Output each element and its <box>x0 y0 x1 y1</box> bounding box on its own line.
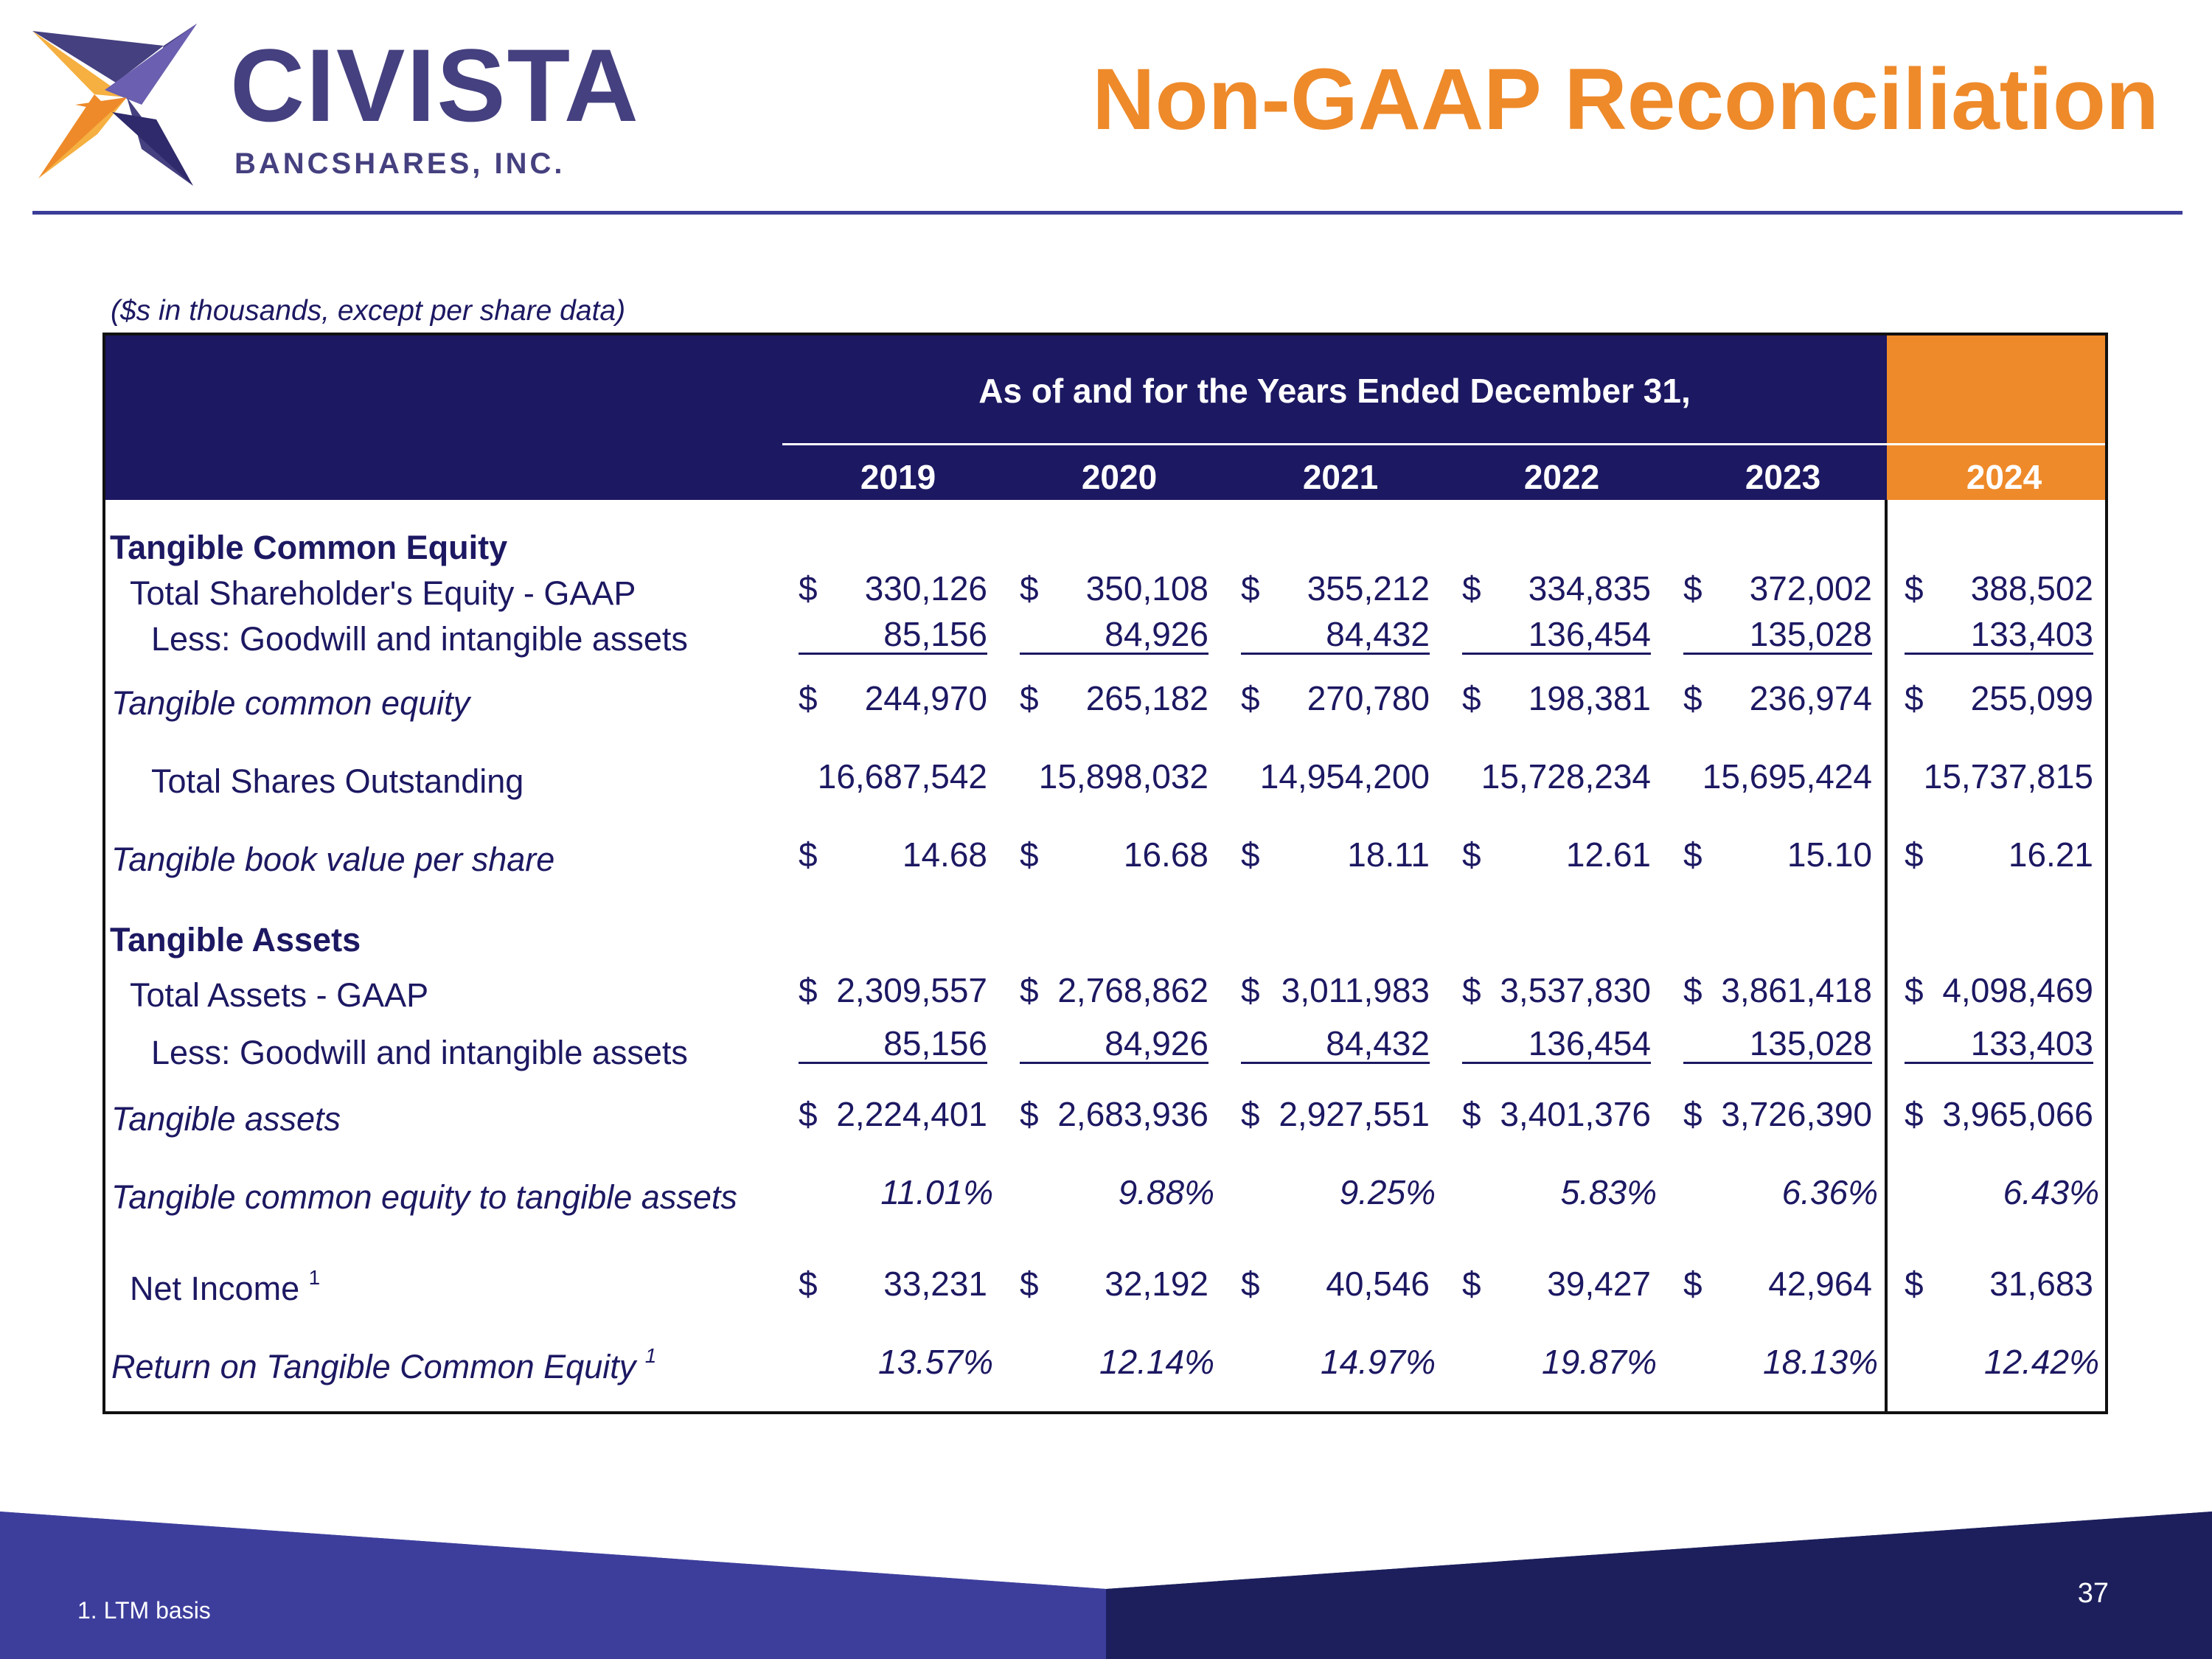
cell-value: 14.68 <box>902 835 987 874</box>
cell-value: 15,695,424 <box>1702 757 1872 796</box>
section-tangible-assets: Tangible Assets <box>110 921 361 959</box>
table-cell <box>1241 1025 1430 1064</box>
table-cell <box>1241 836 1430 873</box>
cell-value: 3,726,390 <box>1721 1095 1872 1133</box>
cell-value: 2,683,936 <box>1057 1095 1208 1133</box>
title-divider <box>32 211 2183 215</box>
table-cell <box>1020 616 1208 655</box>
cell-value: 5.83% <box>1560 1173 1657 1211</box>
cell-value: 85,156 <box>883 1024 987 1062</box>
cell-value: 12.61 <box>1565 835 1651 874</box>
cell-value: 270,780 <box>1307 679 1430 717</box>
table-cell <box>1020 1265 1208 1302</box>
year-header: 2024 <box>1966 458 2042 496</box>
cell-value: 15,898,032 <box>1038 757 1208 796</box>
table-cell <box>1241 1096 1430 1133</box>
cell-value: 2,768,862 <box>1057 971 1208 1009</box>
row-label-goodwill: Less: Goodwill and intangible assets <box>151 620 688 658</box>
table-cell <box>1905 1343 2099 1381</box>
currency-symbol: $ <box>1905 971 1924 1009</box>
cell-value: 2,309,557 <box>836 971 987 1009</box>
reconciliation-table <box>102 333 2108 1414</box>
cell-value: 16.21 <box>2008 835 2093 874</box>
currency-symbol: $ <box>1683 971 1703 1009</box>
units-note: ($s in thousands, except per share data) <box>111 295 626 327</box>
cell-value: 18.13% <box>1762 1343 1878 1381</box>
header-title: As of and for the Years Ended December 31, <box>978 372 1691 410</box>
header-rule <box>782 443 2105 445</box>
currency-symbol: $ <box>1683 679 1703 717</box>
cell-value: 4,098,469 <box>1942 971 2093 1009</box>
year-header: 2022 <box>1523 458 1600 496</box>
footnote: 1. LTM basis <box>77 1597 211 1624</box>
cell-value: 135,028 <box>1749 615 1872 653</box>
table-cell <box>1683 1173 1878 1211</box>
cell-value: 16.68 <box>1123 835 1208 874</box>
table-cell <box>1020 1096 1208 1133</box>
currency-symbol: $ <box>1020 1265 1039 1303</box>
table-cell <box>1683 1343 1878 1381</box>
footer-band <box>0 1512 2212 1659</box>
table-cell <box>1020 1025 1208 1064</box>
cell-value: 355,212 <box>1307 569 1430 608</box>
row-label-tce-ratio: Tangible common equity to tangible assets <box>111 1178 737 1216</box>
page-title: Non-GAAP Reconciliation <box>1092 51 2159 148</box>
table-cell <box>1241 570 1430 607</box>
cell-value: 265,182 <box>1085 679 1208 717</box>
cell-value: 3,965,066 <box>1942 1095 2093 1133</box>
currency-symbol: $ <box>1241 569 1260 608</box>
row-label-tangible-common-equity: Tangible common equity <box>111 684 470 722</box>
table-cell <box>1462 680 1651 717</box>
currency-symbol: $ <box>1020 971 1039 1009</box>
currency-symbol: $ <box>1683 569 1703 608</box>
table-cell <box>1462 1173 1657 1211</box>
currency-symbol: $ <box>1683 1265 1703 1303</box>
cell-value: 31,683 <box>1989 1265 2093 1303</box>
table-cell <box>1020 836 1208 873</box>
table-cell <box>1462 1343 1657 1381</box>
table-cell <box>1241 1343 1436 1381</box>
cell-value: 84,432 <box>1326 1024 1430 1062</box>
cell-value: 133,403 <box>1970 615 2093 653</box>
company-logo <box>31 24 640 187</box>
cell-value: 84,432 <box>1326 615 1430 653</box>
column-divider <box>1885 500 1888 1411</box>
table-cell <box>1683 1096 1872 1133</box>
cell-value: 3,861,418 <box>1721 971 1872 1009</box>
table-cell <box>1905 972 2093 1009</box>
cell-value: 19.87% <box>1541 1343 1657 1381</box>
cell-value: 32,192 <box>1105 1265 1208 1303</box>
currency-symbol: $ <box>1020 1095 1039 1133</box>
cell-value: 3,401,376 <box>1500 1095 1651 1133</box>
row-label-net-income <box>130 1266 321 1307</box>
table-cell <box>799 680 987 717</box>
table-cell <box>1683 1025 1872 1064</box>
cell-value: 14,954,200 <box>1259 757 1430 796</box>
currency-symbol: $ <box>1683 835 1703 874</box>
currency-symbol: $ <box>799 569 818 608</box>
table-cell <box>1020 972 1208 1009</box>
currency-symbol: $ <box>1462 569 1481 608</box>
currency-symbol: $ <box>1905 1095 1924 1133</box>
cell-value: 40,546 <box>1326 1265 1430 1303</box>
currency-symbol: $ <box>1905 835 1924 874</box>
footnote-marker: 1 <box>308 1266 321 1289</box>
logo-subtitle: BANCSHARES, INC. <box>234 147 566 180</box>
cell-value: 6.43% <box>2003 1173 2099 1211</box>
table-cell <box>1905 616 2093 655</box>
cell-value: 15.10 <box>1787 835 1872 874</box>
cell-value: 85,156 <box>883 615 987 653</box>
currency-symbol: $ <box>1241 679 1260 717</box>
year-header: 2020 <box>1081 458 1158 496</box>
star-logo-icon <box>31 24 201 187</box>
footnote-marker: 1 <box>644 1344 657 1367</box>
table-cell <box>799 836 987 873</box>
cell-value: 334,835 <box>1528 569 1651 608</box>
currency-symbol: $ <box>1241 1265 1260 1303</box>
table-cell <box>799 1025 987 1064</box>
table-cell <box>1241 616 1430 655</box>
currency-symbol: $ <box>1020 569 1039 608</box>
table-cell <box>1683 1265 1872 1302</box>
cell-value: 255,099 <box>1970 679 2093 717</box>
row-label-total-assets: Total Assets - GAAP <box>130 976 429 1014</box>
cell-value: 33,231 <box>883 1265 987 1303</box>
cell-value: 136,454 <box>1528 1024 1651 1062</box>
table-cell <box>1462 570 1651 607</box>
table-cell <box>1020 680 1208 717</box>
cell-value: 15,728,234 <box>1481 757 1651 796</box>
table-cell <box>1905 1025 2093 1064</box>
cell-value: 372,002 <box>1749 569 1872 608</box>
row-label-tbvps: Tangible book value per share <box>111 841 555 878</box>
table-cell <box>1462 616 1651 655</box>
currency-symbol: $ <box>1241 1095 1260 1133</box>
table-cell <box>799 1096 987 1133</box>
table-cell <box>1241 758 1430 795</box>
table-cell <box>799 616 987 655</box>
currency-symbol: $ <box>1462 1095 1481 1133</box>
currency-symbol: $ <box>1683 1095 1703 1133</box>
rotce-label-text: Return on Tangible Common Equity <box>111 1348 636 1385</box>
cell-value: 11.01% <box>880 1173 993 1211</box>
table-cell <box>1683 836 1872 873</box>
table-cell <box>1462 1096 1651 1133</box>
cell-value: 9.88% <box>1118 1173 1214 1211</box>
cell-value: 84,926 <box>1105 1024 1208 1062</box>
logo-name: CIVISTA <box>230 27 640 143</box>
section-tangible-common-equity: Tangible Common Equity <box>110 529 508 566</box>
row-label-total-equity: Total Shareholder's Equity - GAAP <box>130 574 636 612</box>
table-cell <box>799 1265 987 1302</box>
table-cell <box>799 758 987 795</box>
table-cell <box>1462 1265 1651 1302</box>
cell-value: 9.25% <box>1339 1173 1436 1211</box>
net-income-label-text: Net Income <box>130 1270 300 1307</box>
table-cell <box>1683 570 1872 607</box>
cell-value: 15,737,815 <box>1923 757 2093 796</box>
table-cell <box>1462 1025 1651 1064</box>
table-cell <box>1462 836 1651 873</box>
currency-symbol: $ <box>1462 971 1481 1009</box>
cell-value: 6.36% <box>1781 1173 1878 1211</box>
currency-symbol: $ <box>1020 679 1039 717</box>
table-cell <box>1905 758 2093 795</box>
currency-symbol: $ <box>1905 1265 1924 1303</box>
table-cell <box>1241 1173 1436 1211</box>
page-number: 37 <box>2077 1578 2109 1609</box>
table-cell <box>1020 570 1208 607</box>
table-cell <box>799 972 987 1009</box>
year-header: 2019 <box>860 458 936 496</box>
currency-symbol: $ <box>1462 679 1481 717</box>
cell-value: 330,126 <box>864 569 987 608</box>
table-cell <box>1683 680 1872 717</box>
cell-value: 3,011,983 <box>1281 971 1430 1009</box>
row-label-tangible-assets: Tangible assets <box>111 1100 341 1138</box>
currency-symbol: $ <box>799 1265 818 1303</box>
cell-value: 42,964 <box>1768 1265 1872 1303</box>
table-cell <box>1683 616 1872 655</box>
row-label-rotce <box>111 1344 657 1385</box>
table-cell <box>799 570 987 607</box>
table-cell <box>1905 1265 2093 1302</box>
currency-symbol: $ <box>1020 835 1039 874</box>
cell-value: 18.11 <box>1347 835 1430 874</box>
currency-symbol: $ <box>799 835 818 874</box>
cell-value: 39,427 <box>1547 1265 1651 1303</box>
cell-value: 244,970 <box>864 679 987 717</box>
currency-symbol: $ <box>1241 835 1260 874</box>
cell-value: 12.14% <box>1099 1343 1214 1381</box>
cell-value: 136,454 <box>1528 615 1651 653</box>
table-cell <box>1683 758 1872 795</box>
cell-value: 388,502 <box>1970 569 2093 608</box>
row-label-shares-outstanding: Total Shares Outstanding <box>151 762 524 800</box>
currency-symbol: $ <box>1905 569 1924 608</box>
table-cell <box>1462 972 1651 1009</box>
cell-value: 133,403 <box>1970 1024 2093 1062</box>
currency-symbol: $ <box>799 679 818 717</box>
cell-value: 3,537,830 <box>1500 971 1651 1009</box>
cell-value: 236,974 <box>1749 679 1872 717</box>
cell-value: 198,381 <box>1528 679 1651 717</box>
table-cell <box>1020 1173 1214 1211</box>
table-cell <box>1905 836 2093 873</box>
currency-symbol: $ <box>799 1095 818 1133</box>
currency-symbol: $ <box>1462 1265 1481 1303</box>
table-cell <box>1241 680 1430 717</box>
currency-symbol: $ <box>799 971 818 1009</box>
row-label-goodwill: Less: Goodwill and intangible assets <box>151 1034 688 1071</box>
table-cell <box>799 1343 993 1381</box>
cell-value: 2,224,401 <box>836 1095 987 1133</box>
table-cell <box>1905 680 2093 717</box>
table-cell <box>1905 1173 2099 1211</box>
table-cell <box>1462 758 1651 795</box>
cell-value: 350,108 <box>1085 569 1208 608</box>
cell-value: 12.42% <box>1983 1343 2099 1381</box>
table-cell <box>1241 1265 1430 1302</box>
table-cell <box>1020 1343 1214 1381</box>
table-cell <box>1905 1096 2093 1133</box>
cell-value: 14.97% <box>1320 1343 1436 1381</box>
cell-value: 84,926 <box>1105 615 1208 653</box>
table-cell <box>1241 972 1430 1009</box>
table-cell <box>1683 972 1872 1009</box>
currency-symbol: $ <box>1905 679 1924 717</box>
year-header: 2023 <box>1745 458 1821 496</box>
cell-value: 2,927,551 <box>1279 1095 1430 1133</box>
cell-value: 135,028 <box>1749 1024 1872 1062</box>
year-header: 2021 <box>1302 458 1379 496</box>
currency-symbol: $ <box>1462 835 1481 874</box>
table-cell <box>799 1173 993 1211</box>
cell-value: 16,687,542 <box>817 757 987 796</box>
cell-value: 13.57% <box>877 1343 993 1381</box>
currency-symbol: $ <box>1241 971 1260 1009</box>
table-cell <box>1905 570 2093 607</box>
table-cell <box>1020 758 1208 795</box>
